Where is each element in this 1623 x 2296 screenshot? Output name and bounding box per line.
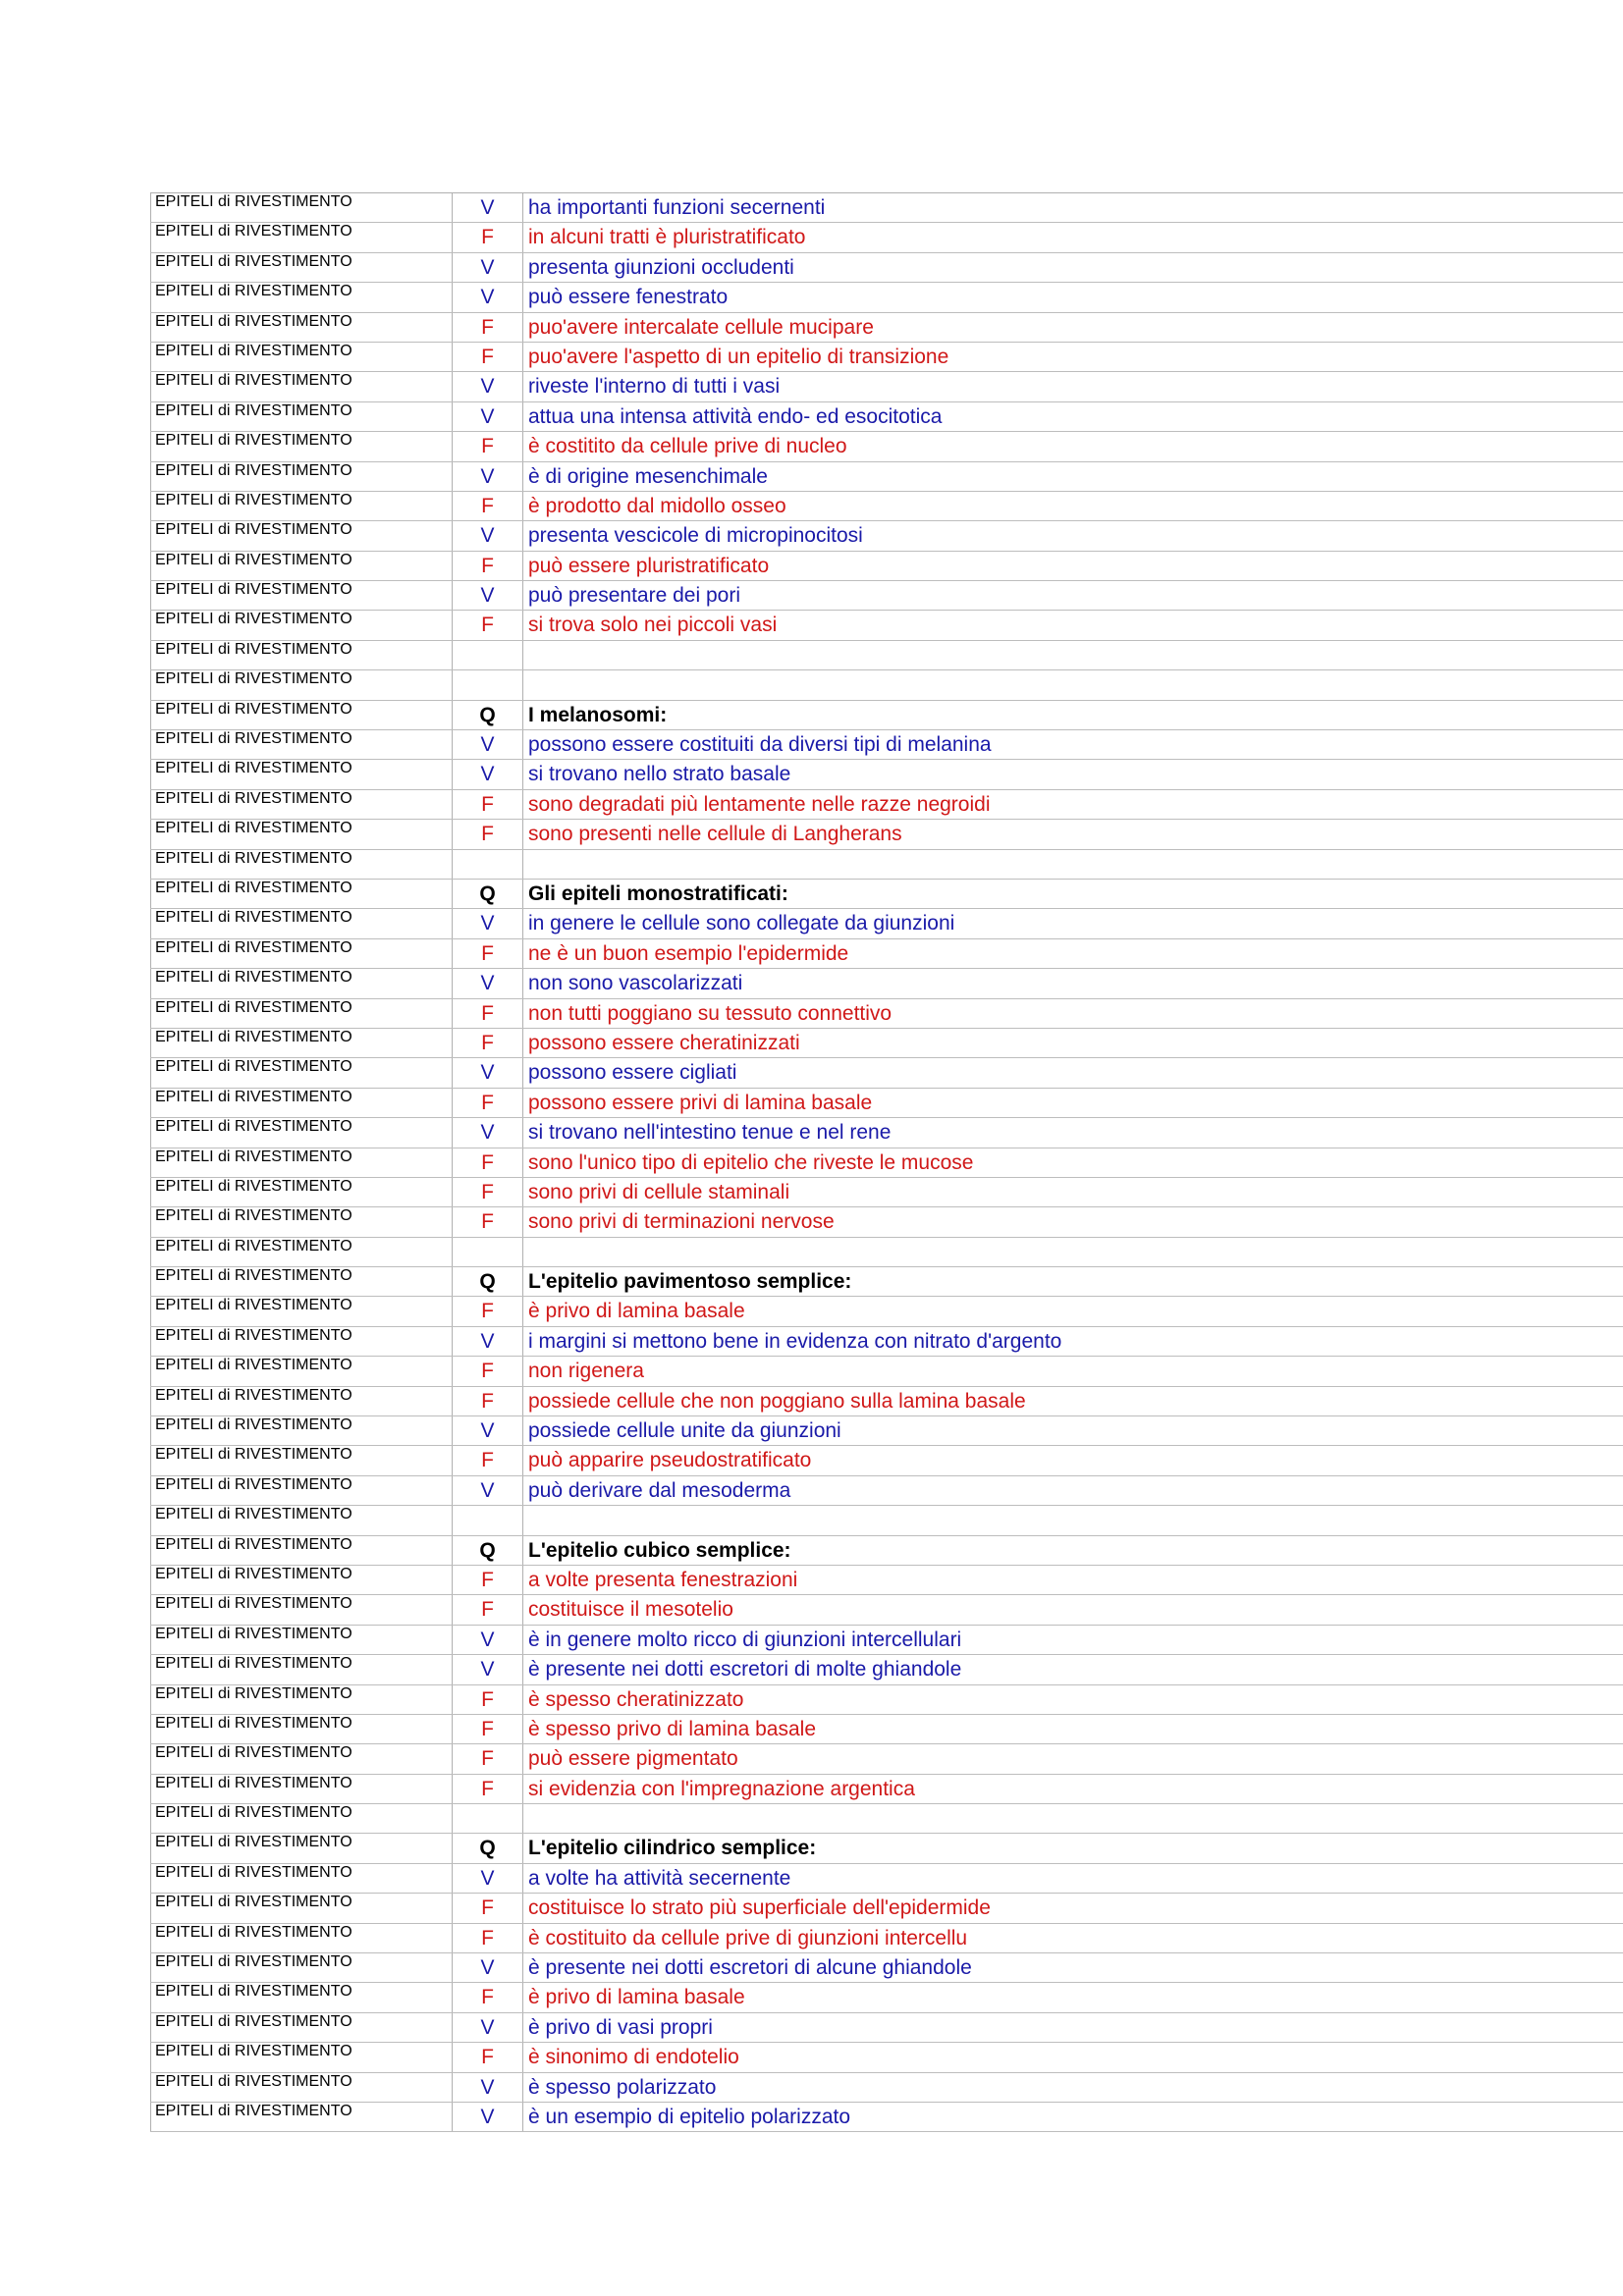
question-text-cell[interactable]: L'epitelio cilindrico semplice: bbox=[528, 1837, 817, 1860]
answer-mark-cell[interactable]: Q bbox=[453, 1267, 523, 1296]
statement-cell[interactable]: i margini si mettono bene in evidenza con nitrato d'argento bbox=[528, 1329, 1062, 1353]
table-row bbox=[150, 2043, 1623, 2072]
topic-cell[interactable]: EPITELI di RIVESTIMENTO bbox=[150, 581, 453, 610]
table-row bbox=[150, 1924, 1623, 1953]
answer-mark-cell[interactable]: F bbox=[453, 820, 523, 848]
topic-cell[interactable]: EPITELI di RIVESTIMENTO bbox=[150, 1476, 453, 1505]
topic-cell[interactable]: EPITELI di RIVESTIMENTO bbox=[150, 1089, 453, 1117]
topic-cell[interactable]: EPITELI di RIVESTIMENTO bbox=[150, 701, 453, 729]
statement-cell[interactable]: è di origine mesenchimale bbox=[528, 464, 768, 488]
table-row bbox=[150, 730, 1623, 760]
table-row bbox=[150, 1476, 1623, 1506]
statement-cell[interactable]: non tutti poggiano su tessuto connettivo bbox=[528, 1001, 893, 1025]
answer-mark-cell[interactable]: F bbox=[453, 552, 523, 580]
answer-mark-cell[interactable]: F bbox=[453, 1924, 523, 1952]
answer-mark-cell[interactable]: F bbox=[453, 1089, 523, 1117]
question-row bbox=[150, 701, 1623, 730]
table-row bbox=[150, 1118, 1623, 1148]
answer-mark-cell[interactable]: F bbox=[453, 1894, 523, 1922]
topic-cell[interactable]: EPITELI di RIVESTIMENTO bbox=[150, 343, 453, 371]
topic-cell[interactable]: EPITELI di RIVESTIMENTO bbox=[150, 1894, 453, 1922]
answer-mark-cell[interactable]: Q bbox=[453, 1834, 523, 1862]
answer-mark-cell[interactable]: V bbox=[453, 1864, 523, 1893]
table-row bbox=[150, 2013, 1623, 2043]
topic-cell[interactable]: EPITELI di RIVESTIMENTO bbox=[150, 999, 453, 1028]
statement-cell[interactable]: puo'avere l'aspetto di un epitelio di transizione bbox=[528, 345, 949, 368]
topic-cell[interactable]: EPITELI di RIVESTIMENTO bbox=[150, 1238, 453, 1266]
statement-cell[interactable]: sono l'unico tipo di epitelio che riveste le mucose bbox=[528, 1150, 974, 1174]
table-row bbox=[150, 1387, 1623, 1416]
topic-cell[interactable]: EPITELI di RIVESTIMENTO bbox=[150, 2073, 453, 2102]
table-row bbox=[150, 432, 1623, 461]
answer-mark-cell[interactable]: F bbox=[453, 611, 523, 639]
topic-cell[interactable]: EPITELI di RIVESTIMENTO bbox=[150, 909, 453, 937]
table-row bbox=[150, 1864, 1623, 1894]
topic-cell[interactable]: EPITELI di RIVESTIMENTO bbox=[150, 462, 453, 491]
statement-cell[interactable] bbox=[523, 1804, 1623, 1833]
topic-cell[interactable]: EPITELI di RIVESTIMENTO bbox=[150, 1685, 453, 1714]
answer-mark-cell[interactable] bbox=[453, 641, 523, 669]
statement-cell[interactable] bbox=[523, 1238, 1623, 1266]
topic-cell[interactable]: EPITELI di RIVESTIMENTO bbox=[150, 790, 453, 819]
statement-cell[interactable]: è privo di vasi propri bbox=[528, 2015, 713, 2039]
answer-mark-cell[interactable]: F bbox=[453, 1178, 523, 1206]
topic-cell[interactable]: EPITELI di RIVESTIMENTO bbox=[150, 1387, 453, 1415]
table-row bbox=[150, 1207, 1623, 1237]
topic-cell[interactable]: EPITELI di RIVESTIMENTO bbox=[150, 1595, 453, 1624]
statement-cell[interactable]: è spesso cheratinizzato bbox=[528, 1687, 744, 1711]
table-row bbox=[150, 313, 1623, 343]
statement-cell[interactable]: a volte presenta fenestrazioni bbox=[528, 1568, 798, 1591]
statement-cell[interactable]: in genere le cellule sono collegate da giunzioni bbox=[528, 912, 955, 935]
statement-cell[interactable]: può presentare dei pori bbox=[528, 584, 740, 608]
table-row bbox=[150, 402, 1623, 432]
statement-cell[interactable] bbox=[523, 850, 1623, 879]
statement-cell[interactable]: può essere fenestrato bbox=[528, 286, 729, 309]
topic-cell[interactable]: EPITELI di RIVESTIMENTO bbox=[150, 521, 453, 550]
topic-cell[interactable]: EPITELI di RIVESTIMENTO bbox=[150, 1446, 453, 1474]
table-row bbox=[150, 1715, 1623, 1744]
table-row bbox=[150, 1804, 1623, 1834]
statement-cell[interactable]: è presente nei dotti escretori di molte ghiandole bbox=[528, 1658, 962, 1682]
statement-cell[interactable]: sono presenti nelle cellule di Langherans bbox=[528, 823, 902, 846]
answer-mark-cell[interactable]: V bbox=[453, 1416, 523, 1445]
topic-cell[interactable]: EPITELI di RIVESTIMENTO bbox=[150, 1029, 453, 1057]
answer-mark-cell[interactable]: F bbox=[453, 1566, 523, 1594]
topic-cell[interactable]: EPITELI di RIVESTIMENTO bbox=[150, 730, 453, 759]
statement-cell[interactable]: sono degradati più lentamente nelle razze negroidi bbox=[528, 792, 991, 816]
table-row bbox=[150, 1655, 1623, 1684]
statement-cell[interactable]: non sono vascolarizzati bbox=[528, 972, 743, 995]
table-row bbox=[150, 909, 1623, 938]
statement-cell[interactable]: è costituito da cellule prive di giunzioni intercellu bbox=[528, 1926, 968, 1949]
table-row bbox=[150, 372, 1623, 401]
table-row bbox=[150, 283, 1623, 312]
statement-cell[interactable]: puo'avere intercalate cellule mucipare bbox=[528, 315, 874, 339]
topic-cell[interactable]: EPITELI di RIVESTIMENTO bbox=[150, 1744, 453, 1773]
answer-mark-cell[interactable]: F bbox=[453, 1715, 523, 1743]
table-row bbox=[150, 939, 1623, 969]
topic-cell[interactable]: EPITELI di RIVESTIMENTO bbox=[150, 880, 453, 908]
topic-cell[interactable]: EPITELI di RIVESTIMENTO bbox=[150, 1983, 453, 2011]
statement-cell[interactable]: possono essere cheratinizzati bbox=[528, 1031, 800, 1054]
statement-cell[interactable]: presenta giunzioni occludenti bbox=[528, 255, 794, 279]
question-row bbox=[150, 1536, 1623, 1566]
topic-cell[interactable]: EPITELI di RIVESTIMENTO bbox=[150, 1953, 453, 1982]
topic-cell[interactable]: EPITELI di RIVESTIMENTO bbox=[150, 2013, 453, 2042]
topic-cell[interactable]: EPITELI di RIVESTIMENTO bbox=[150, 1655, 453, 1683]
table-row bbox=[150, 1238, 1623, 1267]
statement-cell[interactable]: è privo di lamina basale bbox=[528, 1986, 745, 2009]
topic-cell[interactable]: EPITELI di RIVESTIMENTO bbox=[150, 432, 453, 460]
topic-cell[interactable]: EPITELI di RIVESTIMENTO bbox=[150, 850, 453, 879]
statement-cell[interactable]: può essere pluristratificato bbox=[528, 554, 770, 577]
statement-cell[interactable]: riveste l'interno di tutti i vasi bbox=[528, 375, 781, 399]
answer-mark-cell[interactable] bbox=[453, 1238, 523, 1266]
topic-cell[interactable]: EPITELI di RIVESTIMENTO bbox=[150, 313, 453, 342]
table-row bbox=[150, 1297, 1623, 1326]
answer-mark-cell[interactable]: V bbox=[453, 1327, 523, 1356]
topic-cell[interactable]: EPITELI di RIVESTIMENTO bbox=[150, 1715, 453, 1743]
answer-mark-cell[interactable] bbox=[453, 850, 523, 879]
topic-cell[interactable]: EPITELI di RIVESTIMENTO bbox=[150, 2103, 453, 2131]
topic-cell[interactable]: EPITELI di RIVESTIMENTO bbox=[150, 1834, 453, 1862]
table-row bbox=[150, 1626, 1623, 1655]
answer-mark-cell[interactable]: V bbox=[453, 372, 523, 400]
statement-cell[interactable]: attua una intensa attività endo- ed esocitotica bbox=[528, 404, 943, 428]
statement-cell[interactable]: si trovano nell'intestino tenue e nel rene bbox=[528, 1121, 892, 1145]
statement-cell[interactable]: sono privi di cellule staminali bbox=[528, 1180, 790, 1203]
topic-cell[interactable]: EPITELI di RIVESTIMENTO bbox=[150, 1207, 453, 1236]
table-row bbox=[150, 1894, 1623, 1923]
answer-mark-cell[interactable]: V bbox=[453, 1118, 523, 1147]
table-row bbox=[150, 1029, 1623, 1058]
answer-mark-cell[interactable]: F bbox=[453, 1983, 523, 2011]
statement-cell[interactable]: presenta vescicole di micropinocitosi bbox=[528, 524, 863, 548]
question-text-cell[interactable]: L'epitelio cubico semplice: bbox=[528, 1538, 791, 1562]
statement-cell[interactable]: può apparire pseudostratificato bbox=[528, 1449, 812, 1472]
answer-mark-cell[interactable]: V bbox=[453, 1655, 523, 1683]
answer-mark-cell[interactable]: V bbox=[453, 1626, 523, 1654]
table-row bbox=[150, 193, 1623, 223]
answer-mark-cell[interactable]: F bbox=[453, 313, 523, 342]
topic-cell[interactable]: EPITELI di RIVESTIMENTO bbox=[150, 223, 453, 251]
statement-cell[interactable]: possono essere privi di lamina basale bbox=[528, 1091, 873, 1114]
spreadsheet-table bbox=[150, 192, 1623, 2132]
topic-cell[interactable]: EPITELI di RIVESTIMENTO bbox=[150, 492, 453, 520]
topic-cell[interactable]: EPITELI di RIVESTIMENTO bbox=[150, 641, 453, 669]
table-row bbox=[150, 1058, 1623, 1088]
topic-cell[interactable]: EPITELI di RIVESTIMENTO bbox=[150, 820, 453, 848]
statement-cell[interactable]: costituisce lo strato più superficiale dell'epidermide bbox=[528, 1896, 991, 1920]
answer-mark-cell[interactable]: F bbox=[453, 432, 523, 460]
statement-cell[interactable] bbox=[523, 1506, 1623, 1534]
topic-cell[interactable]: EPITELI di RIVESTIMENTO bbox=[150, 1118, 453, 1147]
table-row bbox=[150, 820, 1623, 849]
table-row bbox=[150, 999, 1623, 1029]
answer-mark-cell[interactable]: V bbox=[453, 1953, 523, 1982]
topic-cell[interactable]: EPITELI di RIVESTIMENTO bbox=[150, 402, 453, 431]
table-row bbox=[150, 1595, 1623, 1625]
answer-mark-cell[interactable]: F bbox=[453, 790, 523, 819]
table-row bbox=[150, 760, 1623, 789]
statement-cell[interactable] bbox=[523, 670, 1623, 699]
table-row bbox=[150, 1566, 1623, 1595]
answer-mark-cell[interactable]: F bbox=[453, 223, 523, 251]
table-row bbox=[150, 670, 1623, 700]
table-row bbox=[150, 969, 1623, 998]
answer-mark-cell[interactable]: V bbox=[453, 730, 523, 759]
answer-mark-cell[interactable]: V bbox=[453, 253, 523, 282]
answer-mark-cell[interactable]: F bbox=[453, 492, 523, 520]
answer-mark-cell[interactable]: V bbox=[453, 1476, 523, 1505]
topic-cell[interactable]: EPITELI di RIVESTIMENTO bbox=[150, 2043, 453, 2071]
table-row bbox=[150, 1446, 1623, 1475]
topic-cell[interactable]: EPITELI di RIVESTIMENTO bbox=[150, 670, 453, 699]
topic-cell[interactable]: EPITELI di RIVESTIMENTO bbox=[150, 1267, 453, 1296]
statement-cell[interactable]: in alcuni tratti è pluristratificato bbox=[528, 226, 806, 249]
table-row bbox=[150, 552, 1623, 581]
topic-cell[interactable]: EPITELI di RIVESTIMENTO bbox=[150, 1357, 453, 1385]
statement-cell[interactable]: possono essere costituiti da diversi tipi di melanina bbox=[528, 733, 992, 757]
topic-cell[interactable]: EPITELI di RIVESTIMENTO bbox=[150, 372, 453, 400]
topic-cell[interactable]: EPITELI di RIVESTIMENTO bbox=[150, 1775, 453, 1803]
table-row bbox=[150, 581, 1623, 611]
statement-cell[interactable]: è presente nei dotti escretori di alcune ghiandole bbox=[528, 1956, 972, 1980]
statement-cell[interactable]: è spesso privo di lamina basale bbox=[528, 1717, 816, 1740]
topic-cell[interactable]: EPITELI di RIVESTIMENTO bbox=[150, 1506, 453, 1534]
answer-mark-cell[interactable]: V bbox=[453, 402, 523, 431]
answer-mark-cell[interactable]: F bbox=[453, 1207, 523, 1236]
topic-cell[interactable]: EPITELI di RIVESTIMENTO bbox=[150, 1804, 453, 1833]
topic-cell[interactable]: EPITELI di RIVESTIMENTO bbox=[150, 1416, 453, 1445]
question-text-cell[interactable]: I melanosomi: bbox=[528, 703, 668, 726]
topic-cell[interactable]: EPITELI di RIVESTIMENTO bbox=[150, 1864, 453, 1893]
statement-cell[interactable]: non rigenera bbox=[528, 1360, 644, 1383]
table-row bbox=[150, 1506, 1623, 1535]
topic-cell[interactable]: EPITELI di RIVESTIMENTO bbox=[150, 1327, 453, 1356]
question-row bbox=[150, 880, 1623, 909]
topic-cell[interactable]: EPITELI di RIVESTIMENTO bbox=[150, 283, 453, 311]
statement-cell[interactable]: è sinonimo di endotelio bbox=[528, 2046, 739, 2069]
table-row bbox=[150, 1775, 1623, 1804]
question-row bbox=[150, 1267, 1623, 1297]
answer-mark-cell[interactable]: V bbox=[453, 969, 523, 997]
statement-cell[interactable]: è costitito da cellule prive di nucleo bbox=[528, 435, 847, 458]
answer-mark-cell[interactable]: F bbox=[453, 1775, 523, 1803]
topic-cell[interactable]: EPITELI di RIVESTIMENTO bbox=[150, 1536, 453, 1565]
answer-mark-cell[interactable]: F bbox=[453, 1446, 523, 1474]
answer-mark-cell[interactable]: Q bbox=[453, 1536, 523, 1565]
statement-cell[interactable]: può essere pigmentato bbox=[528, 1747, 738, 1771]
topic-cell[interactable]: EPITELI di RIVESTIMENTO bbox=[150, 760, 453, 788]
statement-cell[interactable]: può derivare dal mesoderma bbox=[528, 1478, 791, 1502]
statement-cell[interactable]: è prodotto dal midollo osseo bbox=[528, 494, 786, 517]
table-row bbox=[150, 1327, 1623, 1357]
answer-mark-cell[interactable]: V bbox=[453, 1058, 523, 1087]
answer-mark-cell[interactable]: F bbox=[453, 1685, 523, 1714]
answer-mark-cell[interactable]: F bbox=[453, 1357, 523, 1385]
answer-mark-cell[interactable]: V bbox=[453, 521, 523, 550]
answer-mark-cell[interactable] bbox=[453, 1804, 523, 1833]
statement-cell[interactable]: possono essere cigliati bbox=[528, 1061, 737, 1085]
table-row bbox=[150, 1148, 1623, 1178]
topic-cell[interactable]: EPITELI di RIVESTIMENTO bbox=[150, 969, 453, 997]
topic-cell[interactable]: EPITELI di RIVESTIMENTO bbox=[150, 1924, 453, 1952]
answer-mark-cell[interactable]: F bbox=[453, 999, 523, 1028]
statement-cell[interactable]: possiede cellule unite da giunzioni bbox=[528, 1419, 841, 1443]
answer-mark-cell[interactable]: V bbox=[453, 2013, 523, 2042]
question-row bbox=[150, 1834, 1623, 1863]
answer-mark-cell[interactable]: V bbox=[453, 2103, 523, 2131]
table-row bbox=[150, 343, 1623, 372]
statement-cell[interactable]: è privo di lamina basale bbox=[528, 1300, 745, 1323]
answer-mark-cell[interactable]: V bbox=[453, 2073, 523, 2102]
table-row bbox=[150, 1685, 1623, 1715]
table-row bbox=[150, 641, 1623, 670]
topic-cell[interactable]: EPITELI di RIVESTIMENTO bbox=[150, 1566, 453, 1594]
answer-mark-cell[interactable]: F bbox=[453, 1148, 523, 1177]
answer-mark-cell[interactable]: V bbox=[453, 283, 523, 311]
statement-cell[interactable]: è spesso polarizzato bbox=[528, 2075, 717, 2099]
answer-mark-cell[interactable]: V bbox=[453, 581, 523, 610]
question-text-cell[interactable]: Gli epiteli monostratificati: bbox=[528, 881, 788, 905]
table-row bbox=[150, 462, 1623, 492]
table-row bbox=[150, 850, 1623, 880]
table-row bbox=[150, 1983, 1623, 2012]
table-row bbox=[150, 1953, 1623, 1983]
statement-cell[interactable]: si trova solo nei piccoli vasi bbox=[528, 614, 778, 637]
table-row bbox=[150, 1089, 1623, 1118]
table-row bbox=[150, 790, 1623, 820]
topic-cell[interactable]: EPITELI di RIVESTIMENTO bbox=[150, 1148, 453, 1177]
table-row bbox=[150, 1416, 1623, 1446]
answer-mark-cell[interactable]: F bbox=[453, 1387, 523, 1415]
statement-cell[interactable]: è in genere molto ricco di giunzioni intercellulari bbox=[528, 1628, 962, 1651]
statement-cell[interactable]: a volte ha attività secernente bbox=[528, 1866, 791, 1890]
statement-cell[interactable]: ha importanti funzioni secernenti bbox=[528, 196, 826, 219]
table-row bbox=[150, 2103, 1623, 2132]
answer-mark-cell[interactable]: F bbox=[453, 2043, 523, 2071]
answer-mark-cell[interactable]: V bbox=[453, 760, 523, 788]
answer-mark-cell[interactable]: F bbox=[453, 1029, 523, 1057]
answer-mark-cell[interactable]: F bbox=[453, 1297, 523, 1325]
table-row bbox=[150, 492, 1623, 521]
topic-cell[interactable]: EPITELI di RIVESTIMENTO bbox=[150, 193, 453, 222]
table-row bbox=[150, 1178, 1623, 1207]
statement-cell[interactable]: si evidenzia con l'impregnazione argentica bbox=[528, 1777, 915, 1800]
topic-cell[interactable]: EPITELI di RIVESTIMENTO bbox=[150, 611, 453, 639]
statement-cell[interactable] bbox=[523, 641, 1623, 669]
statement-cell[interactable]: è un esempio di epitelio polarizzato bbox=[528, 2106, 851, 2128]
statement-cell[interactable]: possiede cellule che non poggiano sulla lamina basale bbox=[528, 1389, 1026, 1413]
statement-cell[interactable]: si trovano nello strato basale bbox=[528, 763, 791, 786]
topic-cell[interactable]: EPITELI di RIVESTIMENTO bbox=[150, 552, 453, 580]
statement-cell[interactable]: ne è un buon esempio l'epidermide bbox=[528, 941, 849, 965]
topic-cell[interactable]: EPITELI di RIVESTIMENTO bbox=[150, 939, 453, 968]
topic-cell[interactable]: EPITELI di RIVESTIMENTO bbox=[150, 1178, 453, 1206]
topic-cell[interactable]: EPITELI di RIVESTIMENTO bbox=[150, 1297, 453, 1325]
answer-mark-cell[interactable]: F bbox=[453, 939, 523, 968]
table-row bbox=[150, 1357, 1623, 1386]
table-row bbox=[150, 253, 1623, 283]
answer-mark-cell[interactable]: F bbox=[453, 343, 523, 371]
table-row bbox=[150, 611, 1623, 640]
answer-mark-cell[interactable]: F bbox=[453, 1744, 523, 1773]
answer-mark-cell[interactable]: F bbox=[453, 1595, 523, 1624]
question-text-cell[interactable]: L'epitelio pavimentoso semplice: bbox=[528, 1270, 852, 1294]
topic-cell[interactable]: EPITELI di RIVESTIMENTO bbox=[150, 1058, 453, 1087]
topic-cell[interactable]: EPITELI di RIVESTIMENTO bbox=[150, 1626, 453, 1654]
table-row bbox=[150, 1744, 1623, 1774]
statement-cell[interactable]: sono privi di terminazioni nervose bbox=[528, 1210, 835, 1234]
answer-mark-cell[interactable]: Q bbox=[453, 880, 523, 908]
statement-cell[interactable]: costituisce il mesotelio bbox=[528, 1598, 733, 1622]
answer-mark-cell[interactable] bbox=[453, 1506, 523, 1534]
topic-cell[interactable]: EPITELI di RIVESTIMENTO bbox=[150, 253, 453, 282]
answer-mark-cell[interactable]: Q bbox=[453, 701, 523, 729]
answer-mark-cell[interactable]: V bbox=[453, 193, 523, 222]
answer-mark-cell[interactable]: V bbox=[453, 909, 523, 937]
table-row bbox=[150, 521, 1623, 551]
answer-mark-cell[interactable] bbox=[453, 670, 523, 699]
table-row bbox=[150, 2073, 1623, 2103]
answer-mark-cell[interactable]: V bbox=[453, 462, 523, 491]
table-row bbox=[150, 223, 1623, 252]
